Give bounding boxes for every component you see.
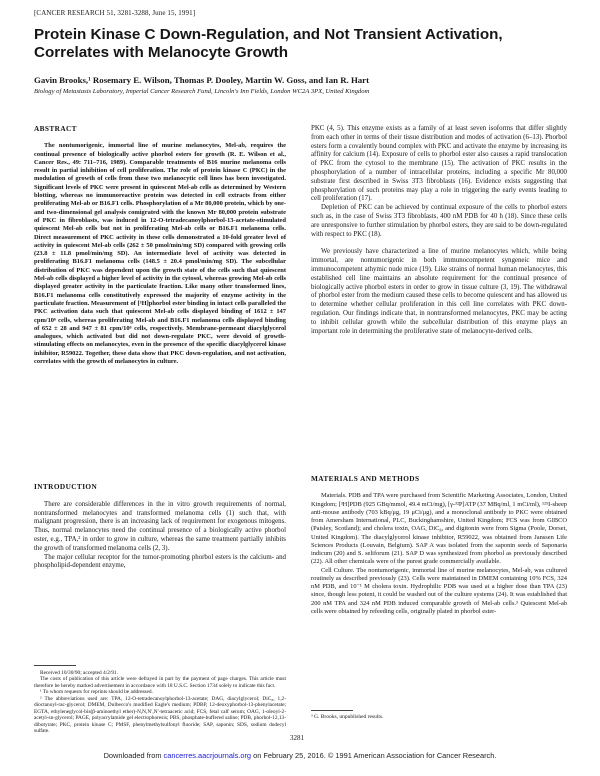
introduction-continued bbox=[311, 125, 567, 336]
footnote: ¹ To whom requests for reprints should be addressed. bbox=[40, 689, 153, 696]
footnote: The costs of publication of this article were defrayed in part by the payment of page charges. This article must therefore be hereby marked advertisement in accordance with 18 U.S.C. Section 1734 solely to indicate this fact. bbox=[34, 676, 286, 689]
footnote: Received 10/30/90; accepted 4/2/91. bbox=[40, 670, 119, 676]
download-suffix: on February 25, 2016. © 1991 American Association for Cancer Research. bbox=[251, 751, 497, 760]
journal-link[interactable]: cancerres.aacrjournals.org bbox=[163, 751, 252, 760]
introduction-paragraph: There are considerable differences in the in vitro growth requirements of normal, nontransformed melanocytes and transformed melanoma cells (1) such that, with malignant progression, there is an increasing lack of requirement for exogenous mitogens. Thus, normal melanocytes need the continual presence of a biologically active phorbol ester, e.g., TPA,² in order to grow in culture, whereas the same treatment partially inhibits the growth of transformed melanoma cells (2, 3). bbox=[34, 500, 286, 552]
body-paragraph: We previously have characterized a line of murine melanocytes which, while being immortal, are nontumorigenic in both immunocompetent syngeneic mice and immunocompetent athymic nude mice (19). Like strains of normal human melanocytes, this established cell line maintains an absolute requirement for the continual presence of biologically active phorbol esters in order to grow in tissue culture (3, 19). The withdrawal of phorbol ester from the medium caused these cells to become quiescent and has allowed us to determine whether cellular proliferation in this cell line correlates with PKC down-regulation. Our findings indicate that, in nontransformed melanocytes, PKC may be acting to inhibit cellular growth while the subcellular distribution of this enzyme plays an important role in determining the proliferative state of melanocyte-derived cells. bbox=[311, 248, 567, 335]
methods-heading: MATERIALS AND METHODS bbox=[311, 474, 420, 483]
body-paragraph: Depletion of PKC can be achieved by continual exposure of the cells to phorbol esters such as, in the case of Swiss 3T3 fibroblasts, 400 nM PDB for 40 h (18). Since these cells are unresponsive to further stimulation by phorbol esters, they are said to be down-regulated with respect to PKC (18). bbox=[311, 204, 567, 238]
methods-section bbox=[311, 475, 567, 616]
download-prefix: Downloaded from bbox=[103, 751, 164, 760]
author-list: Gavin Brooks,¹ Rosemary E. Wilson, Thomas P. Dooley, Martin W. Goss, and Ian R. Hart bbox=[34, 75, 370, 85]
introduction-section bbox=[34, 483, 286, 571]
author-affiliation: Biology of Metastasis Laboratory, Imperial Cancer Research Fund, Lincoln's Inn Fields, London WC2A 3PX, United Kingdom bbox=[34, 88, 370, 95]
methods-paragraph: Cell Culture. The nontumorigenic, immortal line of murine melanocytes, Mel-ab, was cultured routinely as described previously (23). Cells were maintained in DMEM containing 10% FCS, 324 nM PDB, and 10⁻¹ M cholera toxin. Hydrophilic PDB was used at a higher dose than TPA (23) since, though less potent, it could be washed out of the culture systems (24). It was established that 200 nM TPA and 324 nM PDB induced comparable growth of Mel-ab cells.³ Quiescent Mel-ab cells were obtained by refeeding cells, originally plated in phorbol ester- bbox=[311, 566, 567, 615]
footnote: ² The abbreviations used are: TPA, 12-O-tetradecanoylphorbol-13-acetate; DAG, diacylglycerol; DiC₈, 1,2-dioctanoyl-rac-glycerol; DMEM, Dulbecco's modified Eagle's medium; PDBP, 12-deoxyphorbol-13-phenylacetate; EGTA, ethyleneglycol-bis(β-aminoethyl ether)-N,N,N′,N′-tetraacetic acid; FCS, fetal calf serum; OAG, 1-oleoyl-2-acetyl-sn-glycerol; PAGE, polyacrylamide gel electrophoresis; PBS, phosphate-buffered saline; PDB, phorbol-12,13-dibutyrate; PKC, protein kinase C; PMSF, phenylmethylsulfonyl fluoride; SAP, saponin; SDS, sodium dodecyl sulfate. bbox=[34, 695, 286, 735]
abstract-section bbox=[34, 125, 286, 366]
footnote: ³ G. Brooks, unpublished results. bbox=[311, 714, 384, 720]
footnote-divider bbox=[34, 665, 76, 666]
introduction-paragraph: The major cellular receptor for the tumor-promoting phorbol esters is the calcium- and phospholipid-dependent enzyme, bbox=[34, 553, 286, 570]
footnotes-block bbox=[34, 670, 286, 735]
journal-header: [CANCER RESEARCH 51, 3281-3288, June 15, 1991] bbox=[34, 9, 196, 17]
abstract-heading: ABSTRACT bbox=[34, 124, 77, 133]
methods-paragraph: Materials. PDB and TPA were purchased from Scientific Marketing Associates, London, United Kingdom; [³H]PDB (925 GBq/mmol, 49.4 mCi/mg), [γ-³²P]ATP (37 MBq/ml, 1 mCi/ml), ¹²⁵I-sheep anti-mouse antibody (703 kBq/μg, 19 μCi/μg), and a monoclonal antibody to PKC were obtained from Amersham International, PLC, Buckinghamshire, United Kingdom; FCS was from GIBCO (Paisley, Scotland); and cholera toxin, OAG, DiC₈, and digitonin were from Sigma (Poole, Dorset, United Kingdom). The diacylglycerol kinase inhibitor, R59022, was obtained from Janssen Life Sciences Products (Louvain, Belgium). SAP A was isolated from the saponin seeds of Saponaria indicum (20) and S. seliforum (21). SAP D was synthesized from phorbol as previously described (22). All other chemicals were of the purest grade commercially available. bbox=[311, 492, 567, 566]
page-number: 3281 bbox=[290, 734, 304, 742]
abstract-text: The nontumorigenic, immortal line of murine melanocytes, Mel-ab, requires the continual presence of biologically active phorbol esters for growth (R. E. Wilson et al., Cancer Res., 49: 711–716, 1989). Comparable treatments of B16 murine melanoma cells result in partial inhibition of cell proliferation. The role of protein kinase C (PKC) in the modulation of growth of cells from these two melanocytic cell lines has been investigated. Significant levels of PKC were present in quiescent Mel-ab cells as determined by Western blotting, whereas no immunoreactive protein was detected in cell extracts from either proliferating Mel-ab or B16.F1 cells. Phosphorylation of a Mr 80,000 protein, which by one- and two-dimensional gel analysis comigrated with the known Mr 80,000 protein substrate of PKC in fibroblasts, was induced in 12-O-tetradecanoylphorbol-13-acetate-stimulated quiescent Mel-ab cells but not in proliferating Mel-ab cells or B16.F1 melanoma cells. Direct measurement of PKC activity in these cells demonstrated a 10-fold greater level of activity in quiescent Mel-ab cells (262 ± 50 pmol/min/mg SD) compared with growing cells (23.8 ± 11.8 pmol/min/mg SD). An intermediate level of activity was detected in proliferating B16.F1 melanoma cells (148.5 ± 20.4 pmol/min/mg SD). The subcellular distribution of PKC was dependent upon the growth state of the cells such that quiescent Mel-ab cells displayed a higher level of activity in the cytosol, whereas growing Mel-ab cells displayed greater activity in the particulate fraction. Like many other transformed lines, B16.F1 melanoma cells constitutively expressed the majority of enzyme activity in the particulate fraction. Measurement of [³H]phorbol ester binding in intact cells paralleled the PKC activation data such that quiescent Mel-ab cells displayed binding of 1612 ± 147 cpm/10⁶ cells, whereas proliferating Mel-ab and B16.F1 melanoma cells displayed binding of 652 ± 28 and 947 ± 81 cpm/10⁶ cells, respectively. Membrane-permeant diacylglycerol analogues, which activated but did not down-regulate PKC, were devoid of growth-stimulating effects on melanocytes, even in the presence of the specific diacylglycerol kinase inhibitor, R59022. Together, these data show that PKC down-regulation, and not activation, correlates with the growth of melanocytes in culture. bbox=[34, 142, 286, 366]
introduction-heading: INTRODUCTION bbox=[34, 482, 98, 491]
download-notice bbox=[60, 751, 540, 760]
body-paragraph: PKC (4, 5). This enzyme exists as a family of at least seven isoforms that differ slightly from each other in terms of their tissue distribution and modes of activation (6–13). Phorbol esters form a covalently bound complex with PKC and activate the enzyme by increasing its affinity for calcium (14). Exposure of cells to phorbol ester also causes a rapid translocation of PKC from the cytosol to the membrane (15). The activation of PKC results in the phosphorylation of a number of intracellular proteins, including a specific Mr 80,000 substrate first described in Swiss 3T3 fibroblasts (16). Evidence exists suggesting that phosphorylation of such proteins may play a role in triggering the early events leading to cell proliferation (17). bbox=[311, 125, 567, 203]
article-title: Protein Kinase C Down-Regulation, and Not Transient Activation, Correlates with Melanocyte Growth bbox=[34, 26, 503, 61]
footnote-divider bbox=[311, 710, 353, 711]
